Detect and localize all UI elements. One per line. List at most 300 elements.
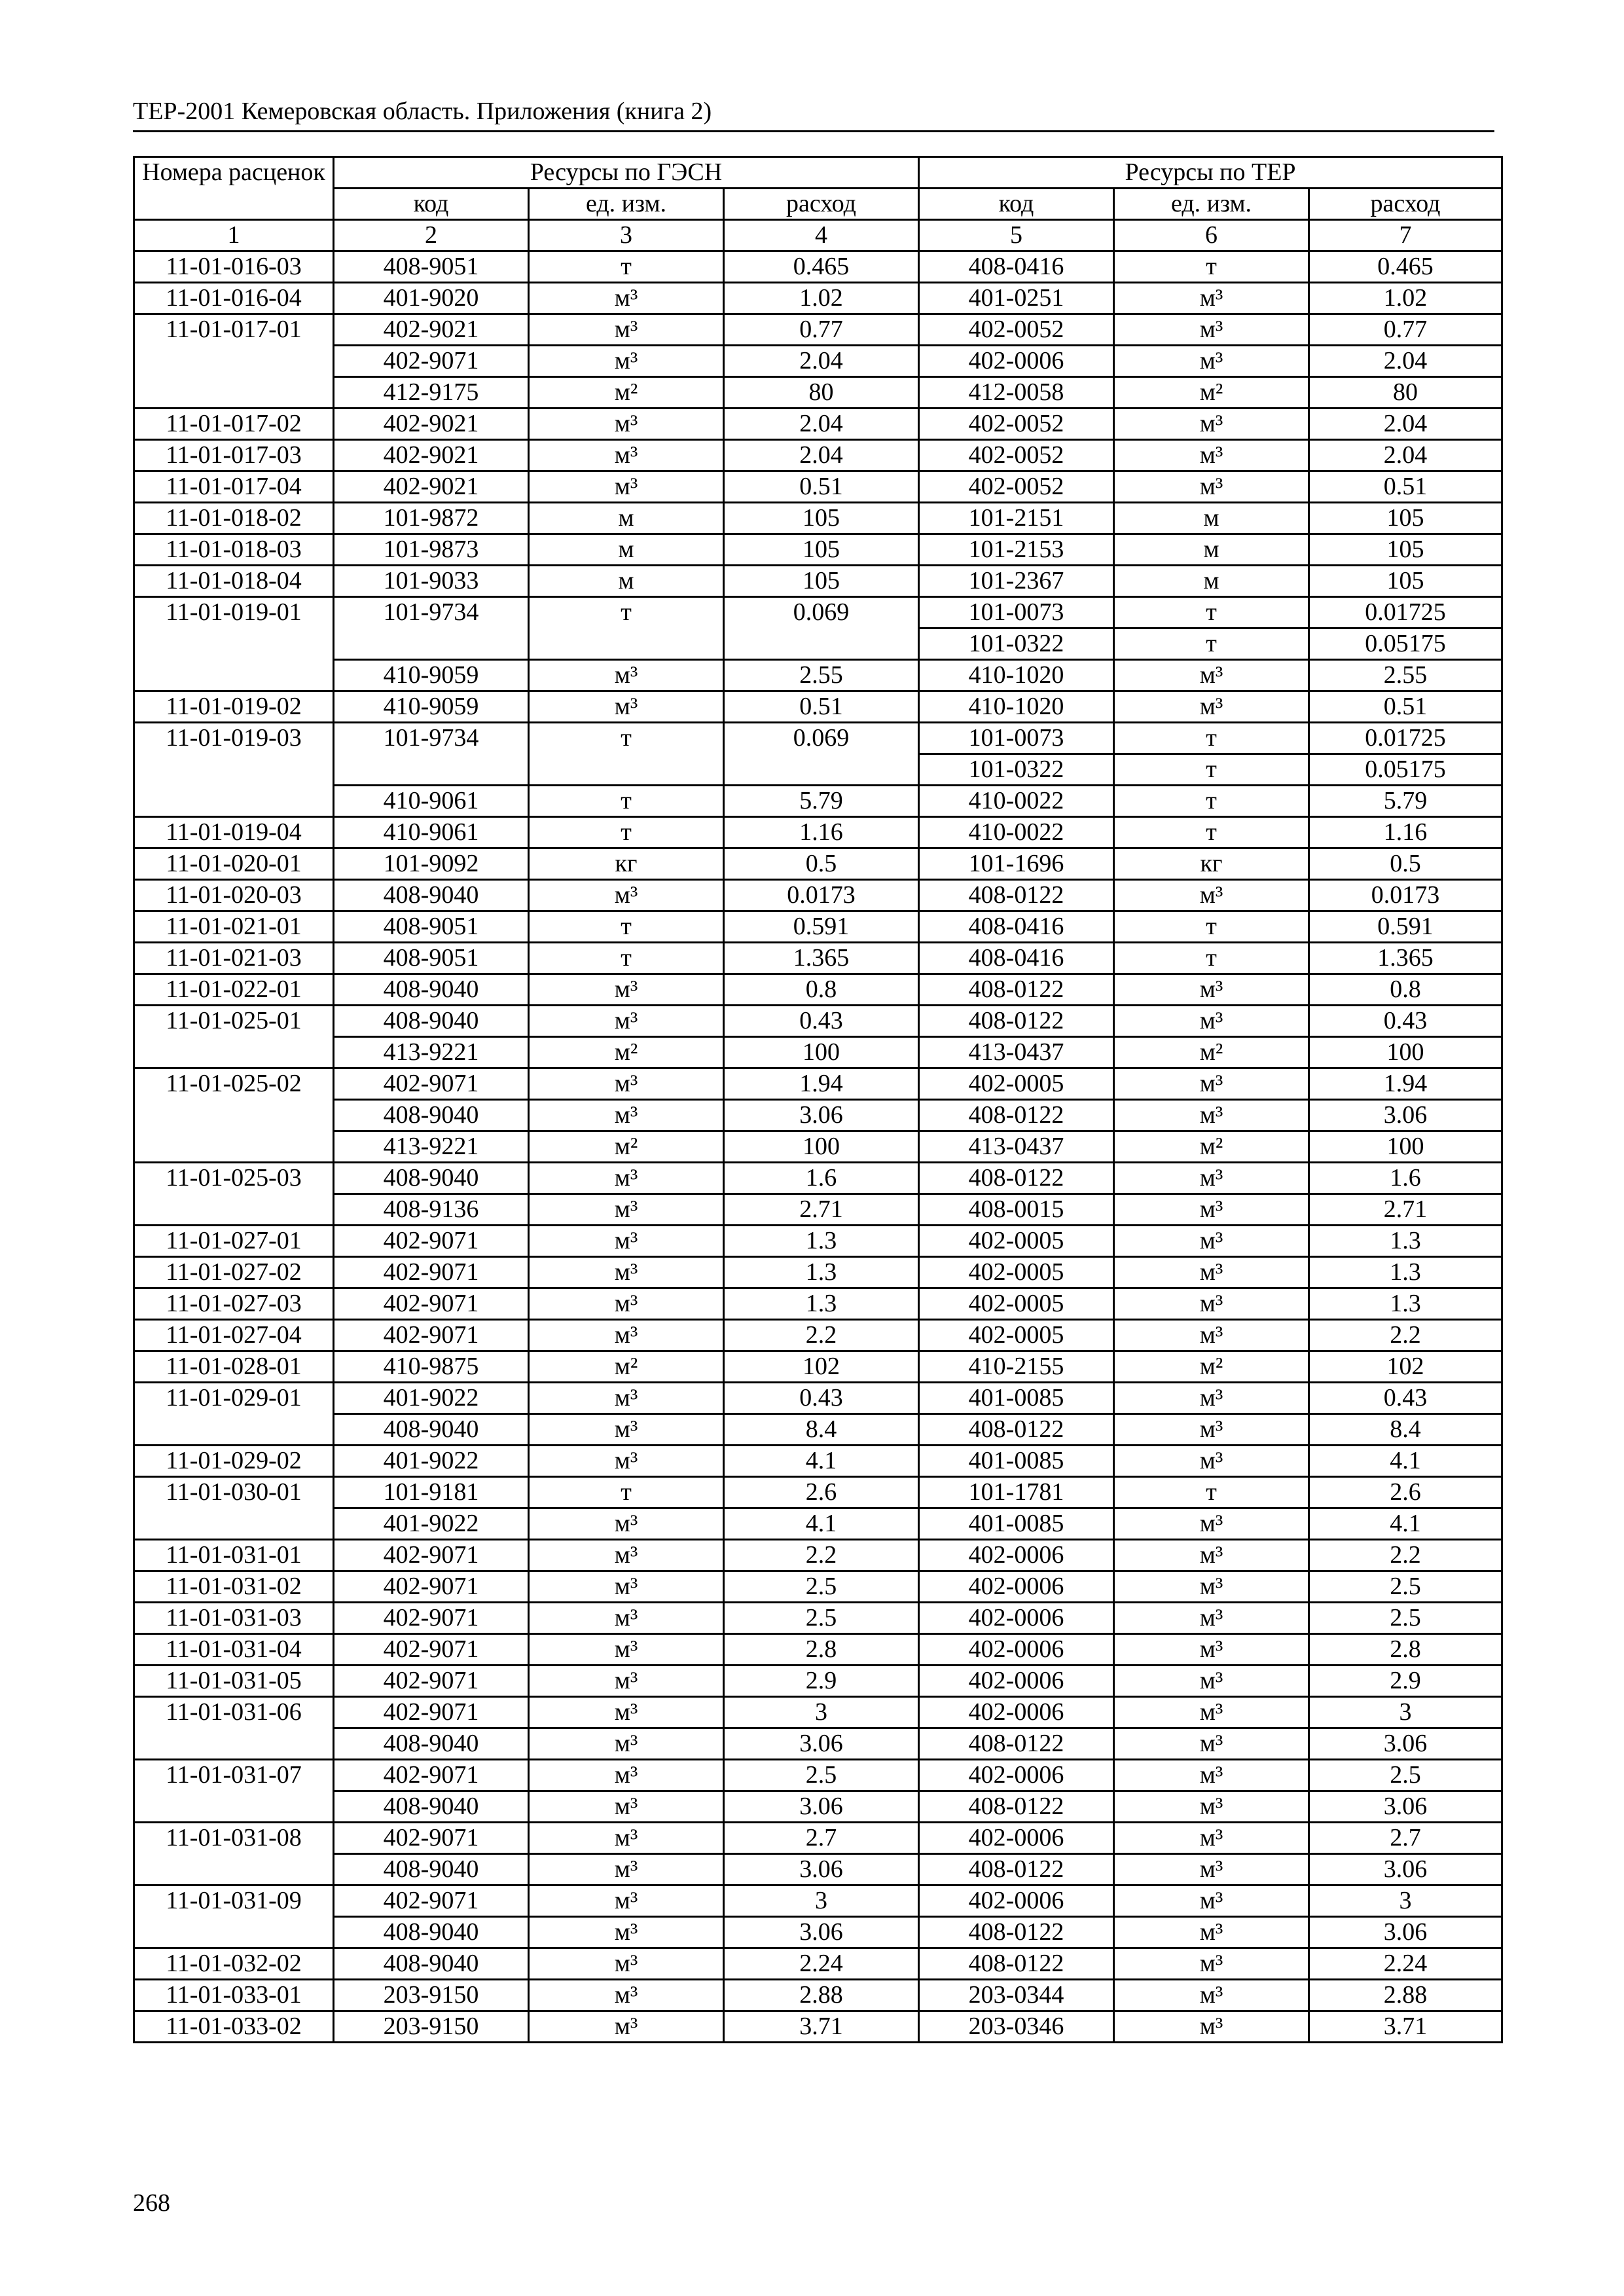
gesn-amount: 1.94 xyxy=(724,1068,919,1100)
rate-number: 11-01-019-03 xyxy=(134,723,334,817)
ter-amount: 0.43 xyxy=(1309,1383,1502,1414)
gesn-amount: 105 xyxy=(724,566,919,597)
ter-code: 413-0437 xyxy=(919,1131,1114,1163)
ter-code: 402-0006 xyxy=(919,1634,1114,1666)
gesn-code: 402-9071 xyxy=(334,1666,529,1697)
rate-number: 11-01-022-01 xyxy=(134,974,334,1006)
table-row xyxy=(134,377,1502,409)
rate-number: 11-01-018-04 xyxy=(134,566,334,597)
ter-amount: 3 xyxy=(1309,1886,1502,1917)
ter-amount: 0.77 xyxy=(1309,314,1502,346)
ter-unit: м² xyxy=(1114,1351,1309,1383)
gesn-amount: 3 xyxy=(724,1697,919,1728)
gesn-unit: м³ xyxy=(529,880,724,911)
ter-amount: 2.2 xyxy=(1309,1320,1502,1351)
ter-unit: м³ xyxy=(1114,1508,1309,1540)
table-row xyxy=(134,1666,1502,1697)
ter-code: 408-0122 xyxy=(919,1728,1114,1760)
rate-number: 11-01-027-01 xyxy=(134,1226,334,1257)
table-row xyxy=(134,409,1502,440)
ter-unit: м³ xyxy=(1114,1163,1309,1194)
ter-unit: т xyxy=(1114,251,1309,283)
ter-amount: 3.71 xyxy=(1309,2011,1502,2043)
column-number: 6 xyxy=(1114,220,1309,251)
ter-code: 408-0122 xyxy=(919,1006,1114,1037)
gesn-code: 402-9021 xyxy=(334,471,529,503)
rate-number: 11-01-031-03 xyxy=(134,1603,334,1634)
ter-amount: 3.06 xyxy=(1309,1791,1502,1823)
gesn-amount: 105 xyxy=(724,503,919,534)
gesn-code: 101-9092 xyxy=(334,848,529,880)
ter-amount: 105 xyxy=(1309,566,1502,597)
gesn-unit: м² xyxy=(529,377,724,409)
ter-code: 402-0052 xyxy=(919,409,1114,440)
gesn-amount: 3 xyxy=(724,1886,919,1917)
ter-code: 203-0346 xyxy=(919,2011,1114,2043)
ter-code: 408-0122 xyxy=(919,1917,1114,1948)
gesn-unit: м³ xyxy=(529,1383,724,1414)
gesn-code: 101-9033 xyxy=(334,566,529,597)
gesn-unit: м³ xyxy=(529,1068,724,1100)
gesn-code: 408-9040 xyxy=(334,1163,529,1194)
table-row xyxy=(134,974,1502,1006)
table-row xyxy=(134,1540,1502,1571)
gesn-amount: 1.3 xyxy=(724,1226,919,1257)
gesn-unit: м³ xyxy=(529,1540,724,1571)
ter-code: 408-0416 xyxy=(919,911,1114,943)
gesn-amount: 5.79 xyxy=(724,786,919,817)
ter-amount: 0.05175 xyxy=(1309,754,1502,786)
ter-amount: 3 xyxy=(1309,1697,1502,1728)
gesn-amount: 2.04 xyxy=(724,409,919,440)
gesn-unit: т xyxy=(529,1477,724,1508)
table-row xyxy=(134,597,1502,629)
gesn-unit: м³ xyxy=(529,660,724,691)
ter-code: 408-0122 xyxy=(919,1163,1114,1194)
table-row xyxy=(134,1068,1502,1100)
gesn-code: 408-9040 xyxy=(334,1100,529,1131)
gesn-code: 402-9021 xyxy=(334,409,529,440)
ter-unit: м³ xyxy=(1114,314,1309,346)
ter-amount: 0.591 xyxy=(1309,911,1502,943)
table-row xyxy=(134,314,1502,346)
ter-unit: м³ xyxy=(1114,691,1309,723)
ter-unit: м³ xyxy=(1114,1728,1309,1760)
ter-amount: 1.3 xyxy=(1309,1257,1502,1288)
gesn-code: 402-9071 xyxy=(334,1540,529,1571)
ter-code: 402-0006 xyxy=(919,1823,1114,1854)
rate-number: 11-01-025-02 xyxy=(134,1068,334,1163)
ter-code: 402-0052 xyxy=(919,314,1114,346)
ter-amount: 2.5 xyxy=(1309,1603,1502,1634)
ter-code: 408-0015 xyxy=(919,1194,1114,1226)
ter-amount: 0.01725 xyxy=(1309,597,1502,629)
gesn-code: 413-9221 xyxy=(334,1037,529,1068)
ter-amount: 2.5 xyxy=(1309,1760,1502,1791)
gesn-code: 402-9071 xyxy=(334,1886,529,1917)
gesn-amount: 2.55 xyxy=(724,660,919,691)
ter-amount: 3.06 xyxy=(1309,1728,1502,1760)
gesn-code: 410-9061 xyxy=(334,817,529,848)
header-gesn-amount: расход xyxy=(724,189,919,220)
gesn-amount: 2.24 xyxy=(724,1948,919,1980)
ter-code: 402-0005 xyxy=(919,1320,1114,1351)
ter-unit: м³ xyxy=(1114,974,1309,1006)
rate-number: 11-01-020-01 xyxy=(134,848,334,880)
gesn-code: 413-9221 xyxy=(334,1131,529,1163)
ter-unit: м³ xyxy=(1114,409,1309,440)
table-row xyxy=(134,1163,1502,1194)
rate-number: 11-01-029-01 xyxy=(134,1383,334,1446)
ter-unit: м³ xyxy=(1114,1288,1309,1320)
gesn-unit: т xyxy=(529,723,724,786)
gesn-unit: кг xyxy=(529,848,724,880)
ter-unit: м³ xyxy=(1114,1100,1309,1131)
ter-unit: т xyxy=(1114,817,1309,848)
header-gesn-code: код xyxy=(334,189,529,220)
table-row xyxy=(134,1194,1502,1226)
ter-unit: м³ xyxy=(1114,1886,1309,1917)
gesn-unit: м³ xyxy=(529,1854,724,1886)
gesn-amount: 3.06 xyxy=(724,1728,919,1760)
table-row xyxy=(134,1980,1502,2011)
gesn-code: 402-9071 xyxy=(334,1226,529,1257)
gesn-code: 408-9051 xyxy=(334,911,529,943)
ter-amount: 0.5 xyxy=(1309,848,1502,880)
gesn-code: 408-9051 xyxy=(334,251,529,283)
ter-amount: 2.71 xyxy=(1309,1194,1502,1226)
gesn-code: 402-9071 xyxy=(334,1634,529,1666)
gesn-unit: м³ xyxy=(529,1603,724,1634)
gesn-unit: м³ xyxy=(529,1948,724,1980)
gesn-amount: 8.4 xyxy=(724,1414,919,1446)
header-title: ТЕР-2001 Кемеровская область. Приложения (книга 2) xyxy=(133,98,712,125)
ter-code: 402-0005 xyxy=(919,1226,1114,1257)
gesn-amount: 0.0173 xyxy=(724,880,919,911)
gesn-code: 401-9022 xyxy=(334,1383,529,1414)
gesn-code: 402-9071 xyxy=(334,1320,529,1351)
gesn-code: 401-9022 xyxy=(334,1446,529,1477)
ter-code: 408-0122 xyxy=(919,974,1114,1006)
rate-number: 11-01-016-03 xyxy=(134,251,334,283)
ter-unit: м³ xyxy=(1114,471,1309,503)
gesn-amount: 2.7 xyxy=(724,1823,919,1854)
gesn-amount: 0.5 xyxy=(724,848,919,880)
ter-amount: 0.01725 xyxy=(1309,723,1502,754)
header-ter-amount: расход xyxy=(1309,189,1502,220)
table-row xyxy=(134,1288,1502,1320)
table-row xyxy=(134,1257,1502,1288)
gesn-amount: 2.8 xyxy=(724,1634,919,1666)
ter-unit: м³ xyxy=(1114,1697,1309,1728)
table-row xyxy=(134,1571,1502,1603)
ter-unit: м³ xyxy=(1114,1194,1309,1226)
ter-unit: м³ xyxy=(1114,1257,1309,1288)
gesn-unit: м³ xyxy=(529,1163,724,1194)
ter-code: 408-0122 xyxy=(919,1948,1114,1980)
rate-number: 11-01-025-01 xyxy=(134,1006,334,1068)
column-number: 4 xyxy=(724,220,919,251)
table-row xyxy=(134,817,1502,848)
table-row xyxy=(134,1760,1502,1791)
gesn-unit: м³ xyxy=(529,1508,724,1540)
rate-number: 11-01-017-04 xyxy=(134,471,334,503)
ter-code: 410-1020 xyxy=(919,660,1114,691)
table-row xyxy=(134,1446,1502,1477)
ter-amount: 100 xyxy=(1309,1037,1502,1068)
table-row xyxy=(134,1886,1502,1917)
rate-number: 11-01-019-01 xyxy=(134,597,334,691)
header-rate-numbers: Номера расценок xyxy=(134,157,334,220)
ter-amount: 2.8 xyxy=(1309,1634,1502,1666)
ter-amount: 8.4 xyxy=(1309,1414,1502,1446)
gesn-code: 402-9071 xyxy=(334,1571,529,1603)
ter-code: 410-2155 xyxy=(919,1351,1114,1383)
ter-unit: м³ xyxy=(1114,1917,1309,1948)
table-row xyxy=(134,660,1502,691)
table-row xyxy=(134,786,1502,817)
rate-number: 11-01-019-02 xyxy=(134,691,334,723)
ter-amount: 2.04 xyxy=(1309,440,1502,471)
ter-code: 410-0022 xyxy=(919,817,1114,848)
ter-amount: 2.04 xyxy=(1309,346,1502,377)
gesn-unit: м³ xyxy=(529,1823,724,1854)
ter-unit: м² xyxy=(1114,377,1309,409)
ter-unit: м³ xyxy=(1114,1760,1309,1791)
table-row xyxy=(134,911,1502,943)
rate-number: 11-01-032-02 xyxy=(134,1948,334,1980)
ter-unit: т xyxy=(1114,597,1309,629)
ter-amount: 2.55 xyxy=(1309,660,1502,691)
table-row xyxy=(134,440,1502,471)
ter-code: 101-0073 xyxy=(919,597,1114,629)
ter-amount: 0.43 xyxy=(1309,1006,1502,1037)
ter-amount: 0.465 xyxy=(1309,251,1502,283)
ter-amount: 1.3 xyxy=(1309,1288,1502,1320)
gesn-amount: 0.8 xyxy=(724,974,919,1006)
gesn-amount: 4.1 xyxy=(724,1508,919,1540)
table-row xyxy=(134,283,1502,314)
gesn-amount: 0.51 xyxy=(724,691,919,723)
gesn-code: 203-9150 xyxy=(334,2011,529,2043)
ter-unit: м³ xyxy=(1114,1446,1309,1477)
column-number: 1 xyxy=(134,220,334,251)
table-row xyxy=(134,1414,1502,1446)
gesn-amount: 2.88 xyxy=(724,1980,919,2011)
gesn-unit: м³ xyxy=(529,1634,724,1666)
table-row xyxy=(134,1603,1502,1634)
rate-number: 11-01-031-09 xyxy=(134,1886,334,1948)
gesn-code: 402-9071 xyxy=(334,1697,529,1728)
table-row xyxy=(134,1226,1502,1257)
table-row xyxy=(134,566,1502,597)
ter-amount: 100 xyxy=(1309,1131,1502,1163)
ter-amount: 4.1 xyxy=(1309,1446,1502,1477)
gesn-unit: м³ xyxy=(529,1446,724,1477)
rate-number: 11-01-017-02 xyxy=(134,409,334,440)
ter-code: 412-0058 xyxy=(919,377,1114,409)
ter-amount: 0.05175 xyxy=(1309,629,1502,660)
gesn-unit: м² xyxy=(529,1037,724,1068)
gesn-unit: м³ xyxy=(529,1194,724,1226)
ter-code: 408-0416 xyxy=(919,943,1114,974)
ter-unit: м³ xyxy=(1114,1791,1309,1823)
rate-number: 11-01-017-03 xyxy=(134,440,334,471)
resource-table xyxy=(133,156,1503,2043)
gesn-amount: 2.2 xyxy=(724,1540,919,1571)
gesn-amount: 100 xyxy=(724,1037,919,1068)
gesn-unit: м³ xyxy=(529,1414,724,1446)
ter-unit: т xyxy=(1114,911,1309,943)
ter-unit: м² xyxy=(1114,1131,1309,1163)
ter-code: 408-0122 xyxy=(919,1100,1114,1131)
gesn-code: 401-9022 xyxy=(334,1508,529,1540)
ter-amount: 1.6 xyxy=(1309,1163,1502,1194)
gesn-amount: 102 xyxy=(724,1351,919,1383)
table-row xyxy=(134,1917,1502,1948)
gesn-amount: 1.3 xyxy=(724,1257,919,1288)
gesn-code: 402-9021 xyxy=(334,314,529,346)
ter-amount: 1.94 xyxy=(1309,1068,1502,1100)
ter-unit: м³ xyxy=(1114,346,1309,377)
table-row xyxy=(134,346,1502,377)
gesn-amount: 0.465 xyxy=(724,251,919,283)
table-row xyxy=(134,1823,1502,1854)
ter-code: 101-2367 xyxy=(919,566,1114,597)
table-row xyxy=(134,848,1502,880)
gesn-amount: 2.04 xyxy=(724,440,919,471)
gesn-unit: т xyxy=(529,251,724,283)
table-row xyxy=(134,471,1502,503)
ter-unit: м³ xyxy=(1114,283,1309,314)
gesn-unit: т xyxy=(529,911,724,943)
page-header xyxy=(133,95,1494,132)
ter-code: 101-1781 xyxy=(919,1477,1114,1508)
ter-amount: 3.06 xyxy=(1309,1917,1502,1948)
table-row xyxy=(134,1037,1502,1068)
ter-code: 402-0006 xyxy=(919,346,1114,377)
ter-code: 101-1696 xyxy=(919,848,1114,880)
gesn-code: 402-9071 xyxy=(334,1823,529,1854)
ter-unit: м xyxy=(1114,566,1309,597)
ter-unit: т xyxy=(1114,786,1309,817)
gesn-code: 203-9150 xyxy=(334,1980,529,2011)
ter-amount: 0.51 xyxy=(1309,691,1502,723)
ter-unit: м³ xyxy=(1114,1980,1309,2011)
table-row xyxy=(134,503,1502,534)
column-number: 7 xyxy=(1309,220,1502,251)
gesn-amount: 3.06 xyxy=(724,1791,919,1823)
rate-number: 11-01-027-04 xyxy=(134,1320,334,1351)
column-number: 5 xyxy=(919,220,1114,251)
gesn-unit: м³ xyxy=(529,1886,724,1917)
gesn-unit: м³ xyxy=(529,1006,724,1037)
gesn-amount: 2.5 xyxy=(724,1571,919,1603)
gesn-code: 402-9021 xyxy=(334,440,529,471)
rate-number: 11-01-027-02 xyxy=(134,1257,334,1288)
rate-number: 11-01-028-01 xyxy=(134,1351,334,1383)
ter-unit: м³ xyxy=(1114,1571,1309,1603)
gesn-unit: т xyxy=(529,817,724,848)
table-row xyxy=(134,1006,1502,1037)
table-row xyxy=(134,251,1502,283)
ter-unit: м³ xyxy=(1114,1854,1309,1886)
rate-number: 11-01-031-05 xyxy=(134,1666,334,1697)
gesn-unit: м³ xyxy=(529,1980,724,2011)
ter-code: 408-0122 xyxy=(919,1791,1114,1823)
table-row xyxy=(134,1351,1502,1383)
ter-code: 408-0416 xyxy=(919,251,1114,283)
ter-amount: 2.2 xyxy=(1309,1540,1502,1571)
gesn-code: 101-9872 xyxy=(334,503,529,534)
table-row xyxy=(134,2011,1502,2043)
column-number: 2 xyxy=(334,220,529,251)
table-row xyxy=(134,1100,1502,1131)
gesn-amount: 3.06 xyxy=(724,1100,919,1131)
ter-amount: 0.51 xyxy=(1309,471,1502,503)
ter-unit: м³ xyxy=(1114,2011,1309,2043)
table-row xyxy=(134,1948,1502,1980)
gesn-unit: м³ xyxy=(529,1571,724,1603)
gesn-code: 410-9059 xyxy=(334,660,529,691)
ter-code: 101-2153 xyxy=(919,534,1114,566)
gesn-code: 408-9040 xyxy=(334,1006,529,1037)
table-row xyxy=(134,1508,1502,1540)
rate-number: 11-01-031-01 xyxy=(134,1540,334,1571)
ter-amount: 2.04 xyxy=(1309,409,1502,440)
gesn-amount: 1.6 xyxy=(724,1163,919,1194)
rate-number: 11-01-019-04 xyxy=(134,817,334,848)
ter-code: 101-0322 xyxy=(919,754,1114,786)
gesn-amount: 2.5 xyxy=(724,1603,919,1634)
ter-unit: м³ xyxy=(1114,1006,1309,1037)
gesn-amount: 0.77 xyxy=(724,314,919,346)
gesn-code: 401-9020 xyxy=(334,283,529,314)
rate-number: 11-01-031-08 xyxy=(134,1823,334,1886)
ter-amount: 2.7 xyxy=(1309,1823,1502,1854)
table-row xyxy=(134,880,1502,911)
ter-unit: т xyxy=(1114,754,1309,786)
gesn-unit: м² xyxy=(529,1131,724,1163)
gesn-code: 410-9059 xyxy=(334,691,529,723)
header-gesn-unit: ед. изм. xyxy=(529,189,724,220)
rate-number: 11-01-018-03 xyxy=(134,534,334,566)
gesn-unit: м³ xyxy=(529,440,724,471)
ter-code: 410-0022 xyxy=(919,786,1114,817)
gesn-unit: м³ xyxy=(529,314,724,346)
gesn-code: 101-9734 xyxy=(334,723,529,786)
gesn-code: 408-9040 xyxy=(334,1791,529,1823)
ter-unit: т xyxy=(1114,629,1309,660)
ter-code: 203-0344 xyxy=(919,1980,1114,2011)
ter-amount: 105 xyxy=(1309,534,1502,566)
ter-unit: м³ xyxy=(1114,440,1309,471)
gesn-amount: 105 xyxy=(724,534,919,566)
gesn-unit: м³ xyxy=(529,1288,724,1320)
gesn-code: 402-9071 xyxy=(334,1068,529,1100)
ter-unit: м³ xyxy=(1114,1540,1309,1571)
gesn-code: 408-9040 xyxy=(334,1728,529,1760)
gesn-amount: 2.9 xyxy=(724,1666,919,1697)
table-row xyxy=(134,943,1502,974)
gesn-unit: м³ xyxy=(529,1226,724,1257)
ter-code: 402-0006 xyxy=(919,1886,1114,1917)
rate-number: 11-01-018-02 xyxy=(134,503,334,534)
gesn-code: 402-9071 xyxy=(334,346,529,377)
ter-amount: 3.06 xyxy=(1309,1100,1502,1131)
gesn-code: 101-9873 xyxy=(334,534,529,566)
ter-amount: 105 xyxy=(1309,503,1502,534)
